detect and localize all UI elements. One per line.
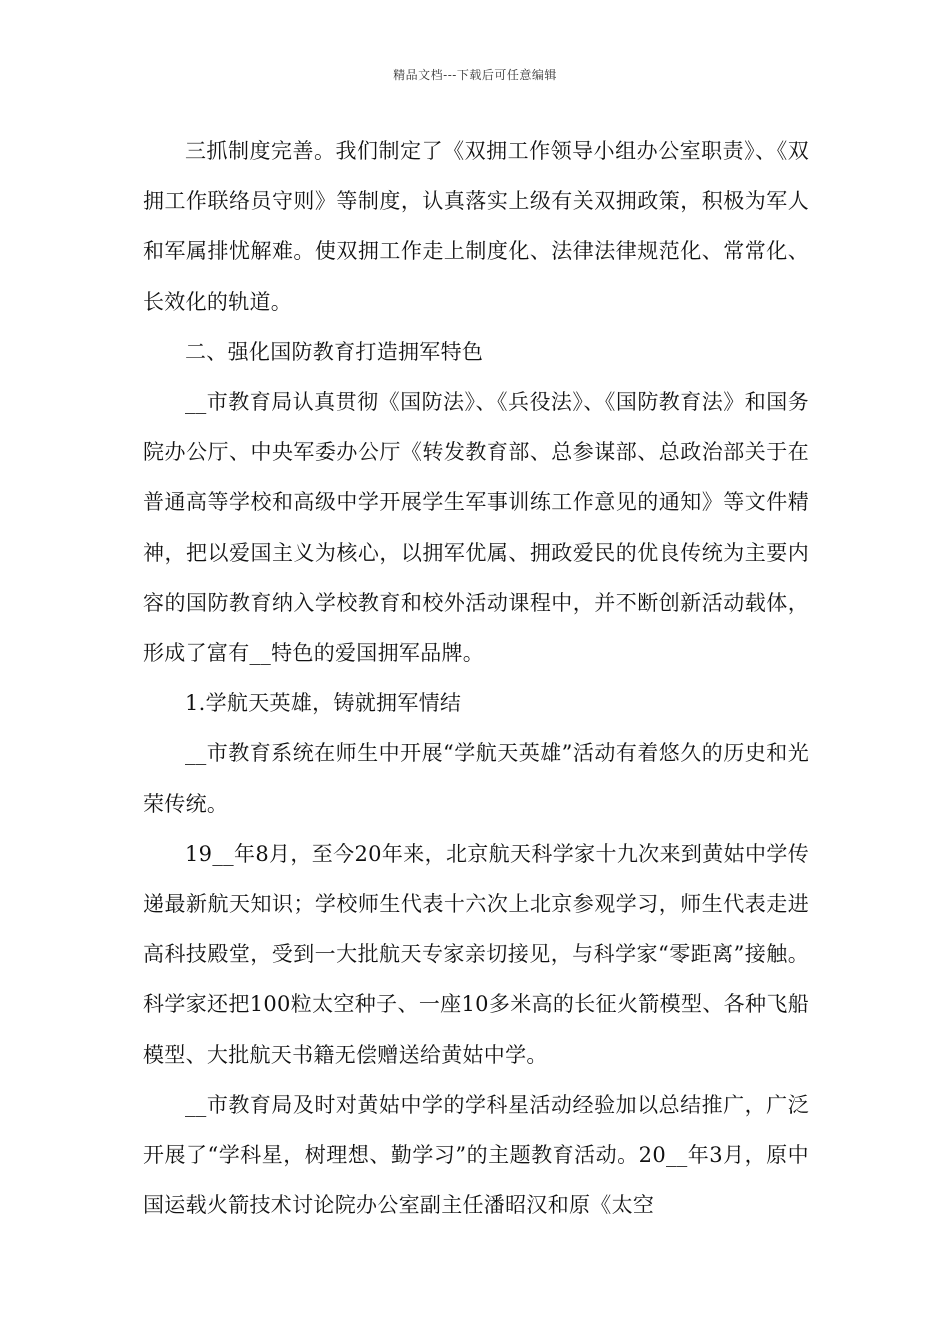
page-header: 精品文档---下载后可任意编辑: [393, 68, 557, 82]
paragraph-defense-education: __市教育局认真贯彻《国防法》、《兵役法》、《国防教育法》和国务院办公厅、中央军委办公厅《转发教育部、总参谋部、总政治部关于在普通高等学校和高级中学开展学生军事训练工作意见的通知》等文件精神，把以爱国主义为核心，以拥军优属、拥政爱民的优良传统为主要内容的国防教育纳入学校教育和校外活动课程中，并不断创新活动载体，形成了富有__特色的爱国拥军品牌。: [143, 390, 809, 666]
paragraph-beijing-scientists: 19__年8月，至今20年来，北京航天科学家十九次来到黄姑中学传递最新航天知识；学校师生代表十六次上北京参观学习，师生代表走进高科技殿堂，受到一大批航天专家亲切接见，与科学家“零距离”接触。科学家还把100粒太空种子、一座10多米高的长征火箭模型、各种飞船模型、大批航天书籍无偿赠送给黄姑中学。: [143, 841, 809, 1067]
document-body: [143, 126, 809, 1230]
subheading-aerospace-heroes: 1.学航天英雄，铸就拥军情结: [185, 691, 462, 716]
paragraph-promotion: __市教育局及时对黄姑中学的学科星活动经验加以总结推广，广泛开展了“学科星，树理想、勤学习”的主题教育活动。20__年3月，原中国运载火箭技术讨论院办公室副主任潘昭汉和原《太空: [143, 1092, 809, 1218]
paragraph-system-improvement: 三抓制度完善。我们制定了《双拥工作领导小组办公室职责》、《双拥工作联络员守则》等制度，认真落实上级有关双拥政策，积极为军人和军属排忧解难。使双拥工作走上制度化、法律法律规范化、常常化、长效化的轨道。: [143, 139, 809, 314]
paragraph-aerospace-tradition: __市教育系统在师生中开展“学航天英雄”活动有着悠久的历史和光荣传统。: [143, 741, 809, 816]
section-heading-national-defense: 二、强化国防教育打造拥军特色: [185, 339, 484, 364]
